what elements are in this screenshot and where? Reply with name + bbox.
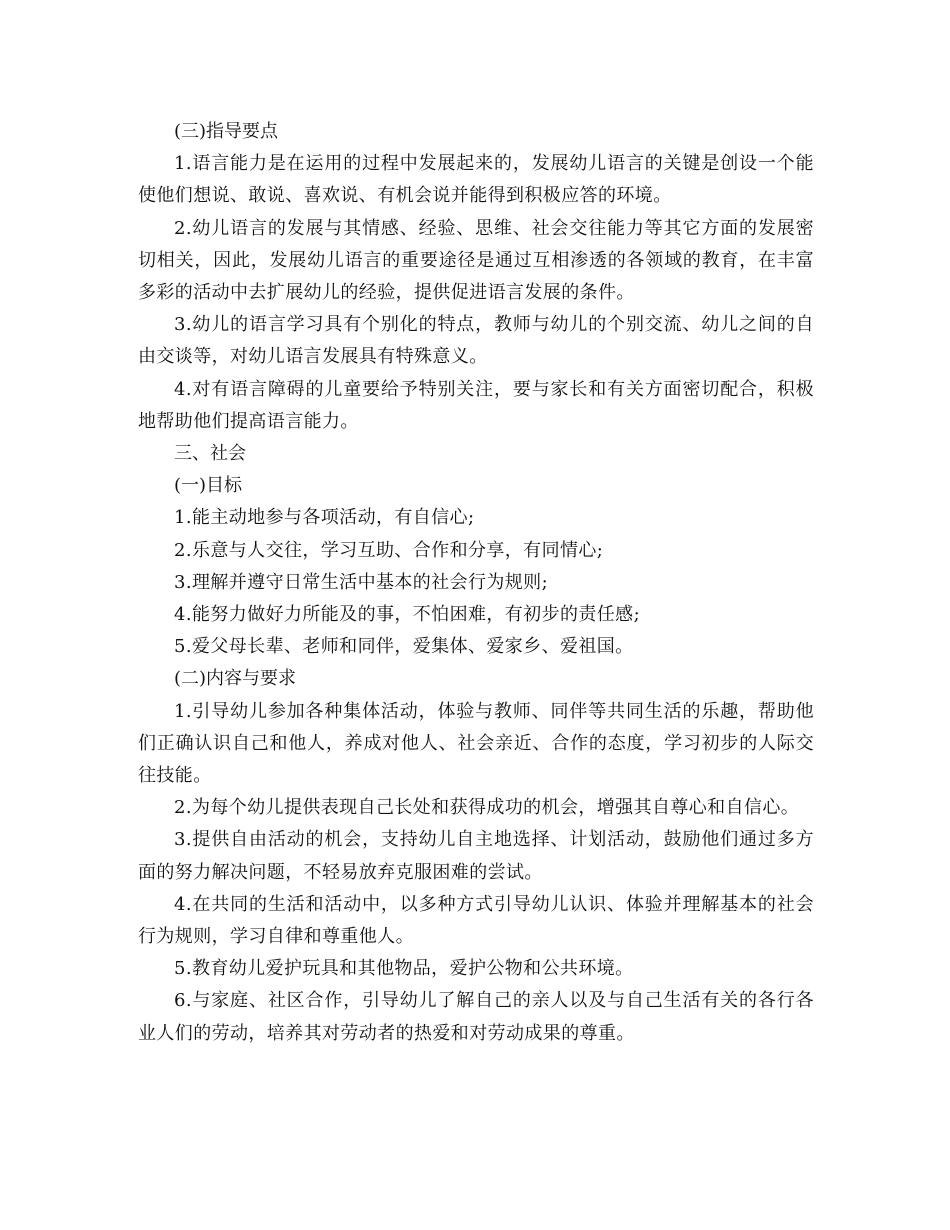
list-item: 3.理解并遵守日常生活中基本的社会行为规则; bbox=[174, 571, 549, 593]
paragraph: 1.语言能力是在运用的过程中发展起来的，发展幼儿语言的关键是创设一个能使他们想说、敢说、喜欢说、有机会说并能得到积极应答的环境。 bbox=[138, 153, 814, 207]
paragraph: 3.幼儿的语言学习具有个别化的特点，教师与幼儿的个别交流、幼儿之间的自由交谈等，对幼儿语言发展具有特殊意义。 bbox=[138, 314, 814, 368]
section-heading-society: 三、社会 bbox=[174, 443, 246, 465]
paragraph: 2.幼儿语言的发展与其情感、经验、思维、社会交往能力等其它方面的发展密切相关，因此，发展幼儿语言的重要途径是通过互相渗透的各领域的教育，在丰富多彩的活动中去扩展幼儿的经验，提供促进语言发展的条件。 bbox=[138, 217, 814, 304]
paragraph: 3.提供自由活动的机会，支持幼儿自主地选择、计划活动，鼓励他们通过多方面的努力解决问题，不轻易放弃克服困难的尝试。 bbox=[138, 829, 814, 883]
list-item: 4.能努力做好力所能及的事，不怕困难，有初步的责任感; bbox=[174, 604, 641, 626]
list-item: 5.爱父母长辈、老师和同伴，爱集体、爱家乡、爱祖国。 bbox=[174, 636, 634, 658]
section-heading-guidance: (三)指导要点 bbox=[174, 121, 279, 142]
section-heading-goals: (一)目标 bbox=[174, 475, 243, 497]
paragraph: 1.引导幼儿参加各种集体活动，体验与教师、同伴等共同生活的乐趣，帮助他们正确认识自己和他人，养成对他人、社会亲近、合作的态度，学习初步的人际交往技能。 bbox=[138, 700, 814, 787]
paragraph: 4.对有语言障碍的儿童要给予特别关注，要与家长和有关方面密切配合，积极地帮助他们提高语言能力。 bbox=[138, 378, 814, 432]
paragraph: 4.在共同的生活和活动中，以多种方式引导幼儿认识、体验并理解基本的社会行为规则，学习自律和尊重他人。 bbox=[138, 893, 814, 948]
list-item: 1.能主动地参与各项活动，有自信心; bbox=[174, 507, 475, 529]
document-body bbox=[138, 116, 814, 1050]
section-heading-content: (二)内容与要求 bbox=[174, 668, 297, 690]
list-item: 2.乐意与人交往，学习互助、合作和分享，有同情心; bbox=[174, 539, 604, 561]
paragraph: 2.为每个幼儿提供表现自己长处和获得成功的机会，增强其自尊心和自信心。 bbox=[174, 797, 800, 819]
paragraph: 6.与家庭、社区合作，引导幼儿了解自己的亲人以及与自己生活有关的各行各业人们的劳动，培养其对劳动者的热爱和对劳动成果的尊重。 bbox=[138, 990, 814, 1044]
paragraph: 5.教育幼儿爱护玩具和其他物品，爱护公物和公共环境。 bbox=[174, 958, 634, 980]
